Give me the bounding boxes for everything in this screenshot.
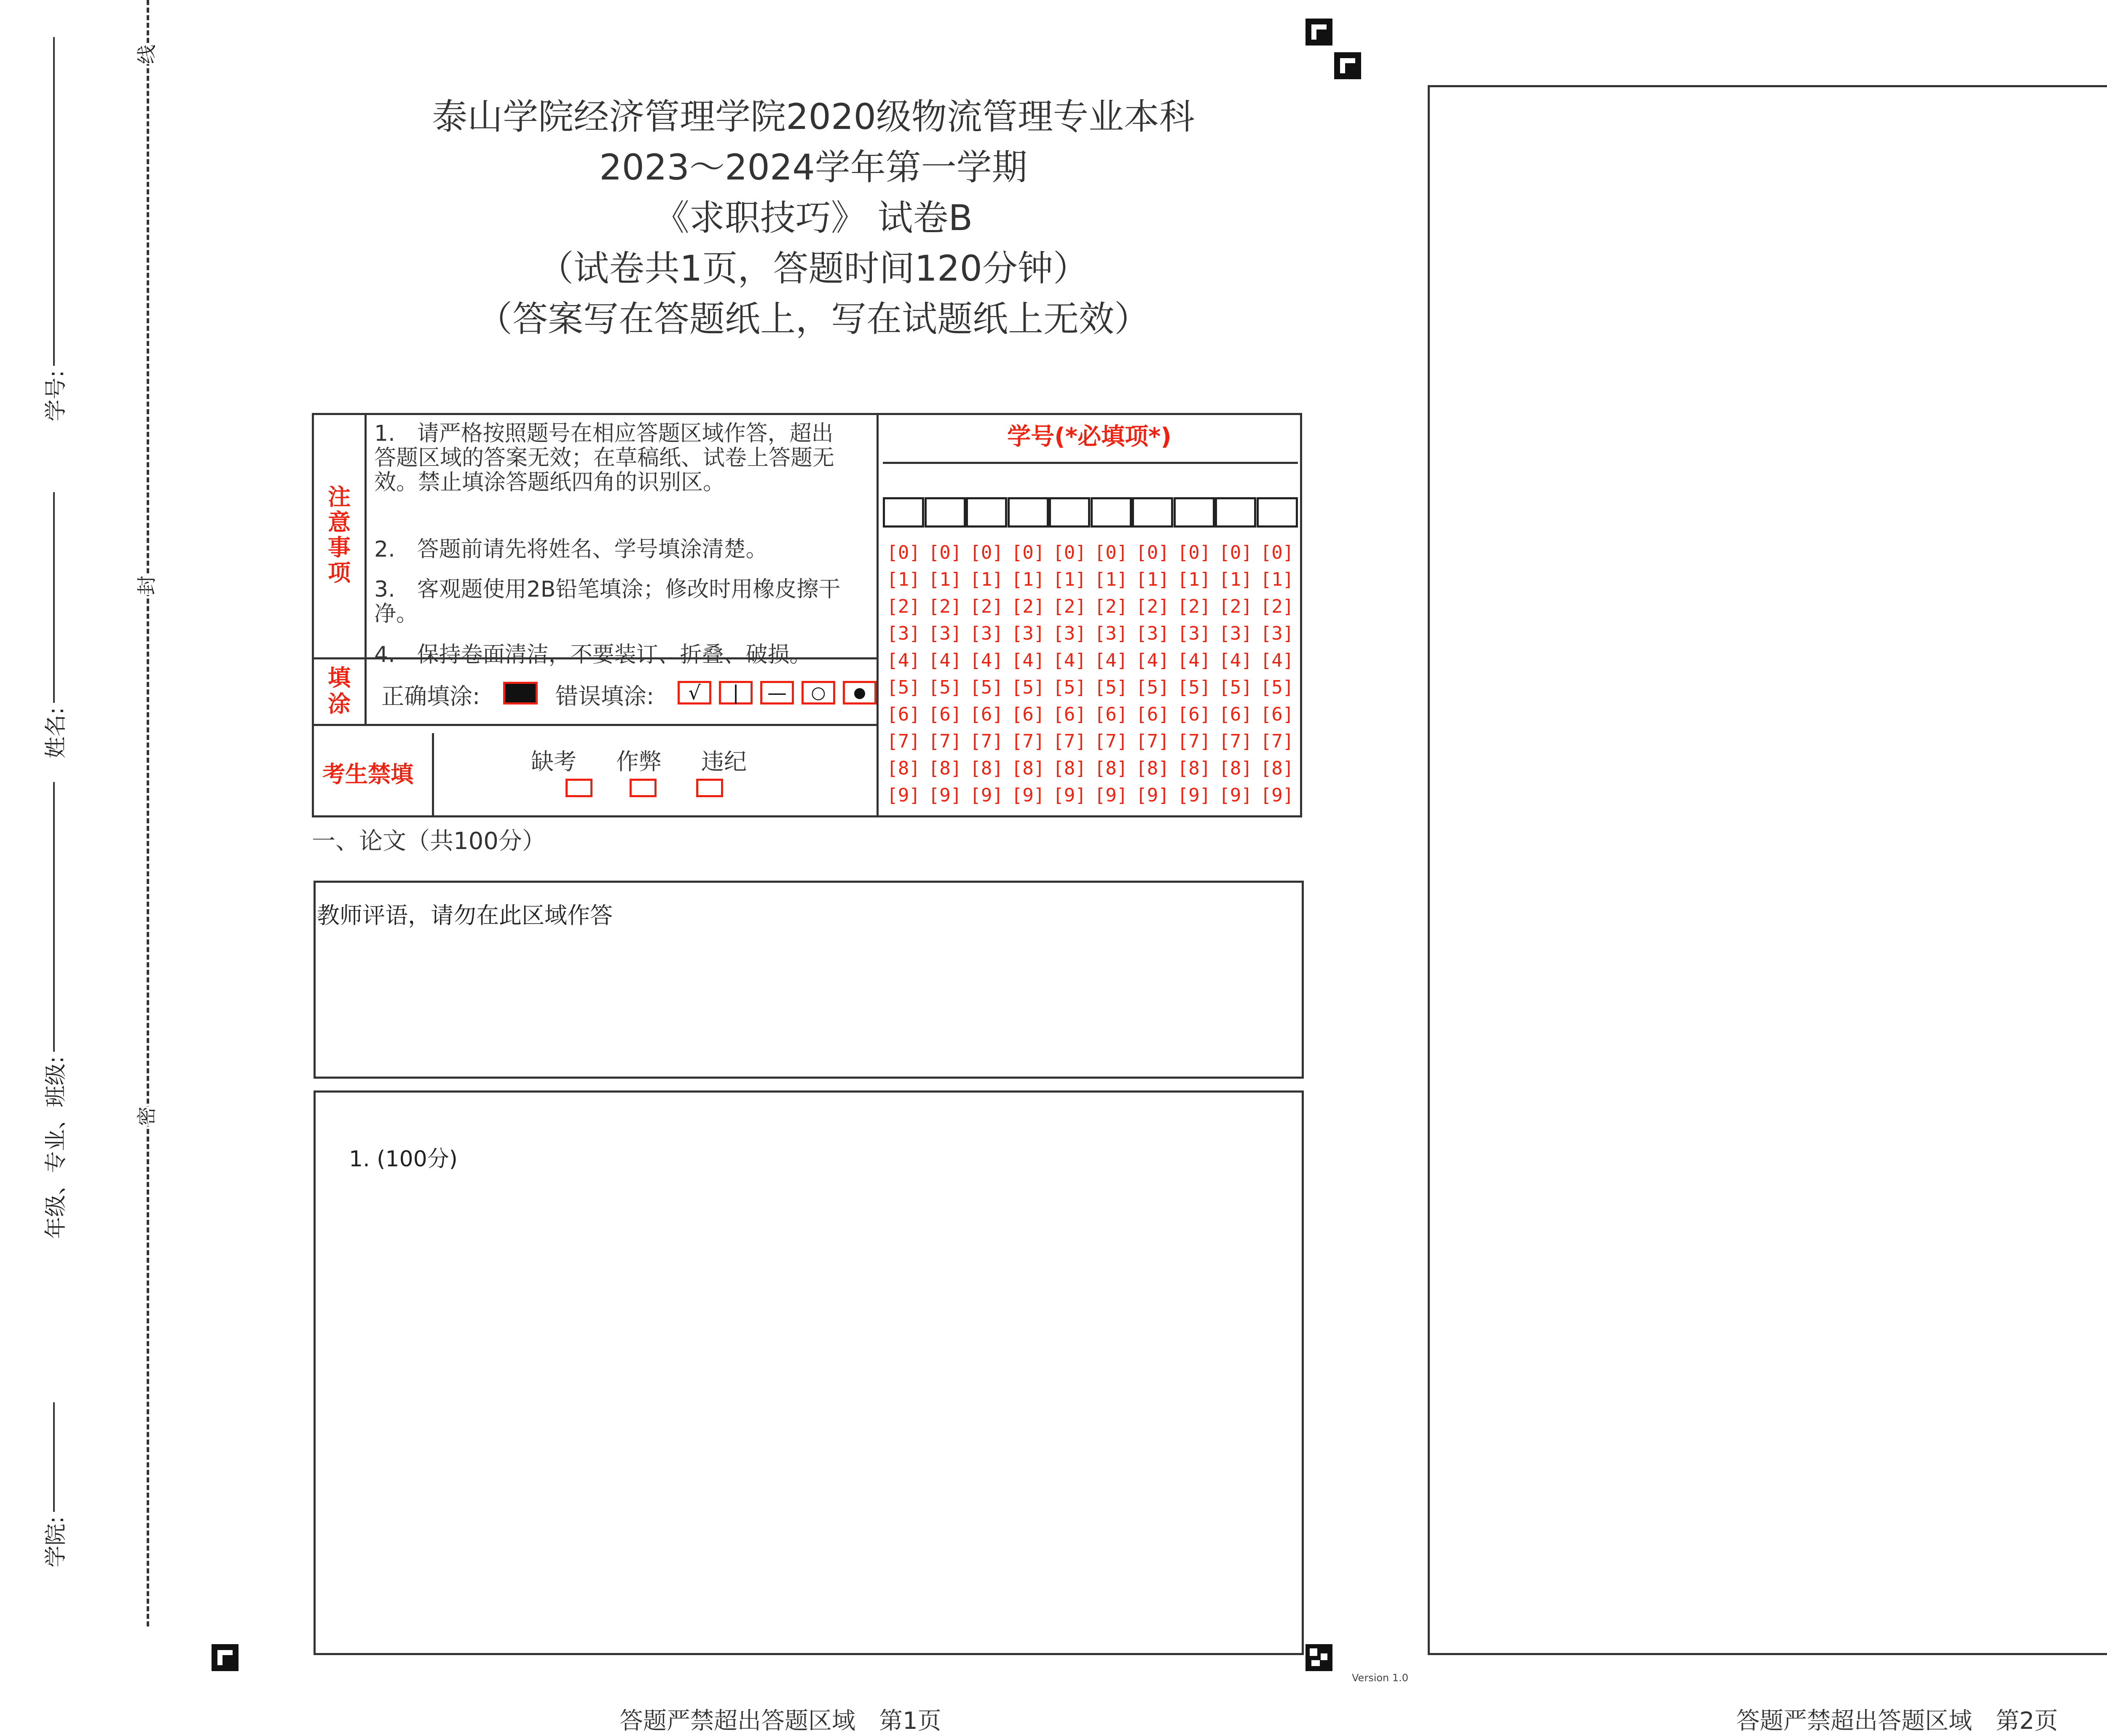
- correct-fill-sample: [503, 682, 538, 705]
- answer-area-q1[interactable]: [314, 1090, 1304, 1655]
- student-id-bubble[interactable]: [2]: [1136, 596, 1169, 617]
- cheating-checkbox[interactable]: [630, 779, 657, 797]
- student-id-bubble[interactable]: [7]: [1094, 731, 1128, 752]
- student-id-bubble[interactable]: [5]: [1260, 677, 1294, 698]
- student-id-bubble[interactable]: [2]: [887, 596, 920, 617]
- student-id-bubble[interactable]: [3]: [887, 623, 920, 644]
- student-id-bubble[interactable]: [2]: [1094, 596, 1128, 617]
- exam-title-line2: 2023～2024学年第一学期: [599, 147, 1027, 188]
- student-id-bubble[interactable]: [9]: [970, 785, 1003, 806]
- student-id-bubble[interactable]: [0]: [1260, 542, 1294, 563]
- notice-item-3: 3. 客观题使用2B铅笔填涂；修改时用橡皮擦干净。: [374, 577, 841, 627]
- wrong-mark-dash: —: [760, 681, 794, 705]
- student-id-bubble[interactable]: [7]: [1260, 731, 1294, 752]
- wrong-mark-bar: |: [719, 681, 753, 705]
- student-id-bubble[interactable]: [3]: [1219, 623, 1252, 644]
- student-id-bubble[interactable]: [1]: [1260, 569, 1294, 590]
- student-id-digit-box[interactable]: [1174, 497, 1215, 528]
- student-id-bubble[interactable]: [0]: [1136, 542, 1169, 563]
- student-id-bubble[interactable]: [1]: [928, 569, 962, 590]
- exam-title-line1: 泰山学院经济管理学院2020级物流管理专业本科: [432, 96, 1195, 137]
- teacher-comment-label: 教师评语，请勿在此区域作答: [317, 902, 613, 929]
- student-id-bubble[interactable]: [0]: [887, 542, 920, 563]
- student-id-bubble[interactable]: [2]: [1177, 596, 1211, 617]
- student-id-bubble[interactable]: [6]: [1177, 704, 1211, 725]
- student-id-bubble[interactable]: [7]: [887, 731, 920, 752]
- absent-label: 缺考: [531, 748, 576, 775]
- student-id-bubble[interactable]: [7]: [1136, 731, 1169, 752]
- student-id-bubble[interactable]: [7]: [970, 731, 1003, 752]
- student-id-bubble[interactable]: [2]: [928, 596, 962, 617]
- student-id-bubble[interactable]: [7]: [1053, 731, 1086, 752]
- fill-wrong-label: 错误填涂:: [555, 683, 654, 710]
- student-id-bubble[interactable]: [6]: [970, 704, 1003, 725]
- class-label: 年级、专业、班级:: [43, 1056, 69, 1239]
- wrong-mark-check: √: [678, 681, 711, 705]
- student-id-bubble[interactable]: [6]: [1053, 704, 1086, 725]
- corner-marker-bottom-left: [212, 1644, 239, 1671]
- student-id-bubble[interactable]: [4]: [1260, 650, 1294, 671]
- student-id-bubble[interactable]: [4]: [1053, 650, 1086, 671]
- violation-label: 违纪: [701, 748, 747, 775]
- student-id-bubble[interactable]: [5]: [1094, 677, 1128, 698]
- student-id-title-rule: [883, 462, 1298, 464]
- forbidden-divider: [432, 733, 434, 817]
- student-id-bubble[interactable]: [1]: [1011, 569, 1045, 590]
- student-id-bubble[interactable]: [4]: [1136, 650, 1169, 671]
- student-id-bubble[interactable]: [2]: [1260, 596, 1294, 617]
- student-id-bubble[interactable]: [8]: [1094, 758, 1128, 779]
- student-id-bubble[interactable]: [4]: [887, 650, 920, 671]
- student-id-line[interactable]: [53, 37, 55, 366]
- student-id-bubble[interactable]: [6]: [1094, 704, 1128, 725]
- class-field: [38, 782, 70, 1239]
- student-id-title: 学号(*必填项*): [1007, 423, 1171, 450]
- notice-item-4: 4. 保持卷面清洁，不要装订、折叠、破损。: [374, 643, 812, 667]
- student-id-bubble[interactable]: [9]: [928, 785, 962, 806]
- student-id-digit-box[interactable]: [883, 497, 924, 528]
- student-id-bubble[interactable]: [5]: [970, 677, 1003, 698]
- forbidden-label: 考生禁填: [322, 761, 413, 788]
- student-id-digit-box[interactable]: [1091, 497, 1132, 528]
- student-id-bubble[interactable]: [3]: [1136, 623, 1169, 644]
- student-id-bubble[interactable]: [2]: [1053, 596, 1086, 617]
- student-id-bubble[interactable]: [8]: [1260, 758, 1294, 779]
- student-id-bubble[interactable]: [2]: [1219, 596, 1252, 617]
- answer-area-page2[interactable]: [1428, 85, 2107, 1655]
- exam-title-line4: （试卷共1页，答题时间120分钟）: [538, 248, 1088, 289]
- student-id-bubble[interactable]: [2]: [1011, 596, 1045, 617]
- student-id-bubble[interactable]: [6]: [1219, 704, 1252, 725]
- corner-marker-bottom-mid: [1305, 1644, 1332, 1671]
- student-id-bubble[interactable]: [1]: [1136, 569, 1169, 590]
- wrong-fill-samples: [678, 681, 877, 705]
- student-id-bubble[interactable]: [6]: [1136, 704, 1169, 725]
- student-id-bubble[interactable]: [3]: [1011, 623, 1045, 644]
- student-id-field: [38, 37, 70, 421]
- student-id-bubble[interactable]: [1]: [1053, 569, 1086, 590]
- cut-char-secret: 密: [129, 1106, 162, 1126]
- student-id-bubble[interactable]: [5]: [1219, 677, 1252, 698]
- student-id-bubble[interactable]: [1]: [887, 569, 920, 590]
- exam-title-line5: （答案写在答题纸上，写在试题纸上无效）: [477, 298, 1150, 340]
- footer-page1: 答题严禁超出答题区域 第1页: [619, 1707, 941, 1735]
- college-line[interactable]: [53, 1402, 55, 1512]
- student-id-bubble[interactable]: [5]: [1053, 677, 1086, 698]
- college-field: [38, 1402, 70, 1567]
- student-id-bubble[interactable]: [0]: [1053, 542, 1086, 563]
- cut-char-seal: 封: [129, 576, 162, 595]
- student-id-bubble[interactable]: [8]: [1219, 758, 1252, 779]
- student-id-bubble[interactable]: [0]: [928, 542, 962, 563]
- student-id-bubble[interactable]: [9]: [1011, 785, 1045, 806]
- student-id-bubble[interactable]: [5]: [887, 677, 920, 698]
- student-id-bubble[interactable]: [3]: [1177, 623, 1211, 644]
- student-id-label: 学号:: [43, 370, 69, 421]
- exam-title-line3: 《求职技巧》 试卷B: [654, 197, 973, 238]
- student-id-bubble[interactable]: [6]: [928, 704, 962, 725]
- name-line[interactable]: [53, 492, 55, 703]
- student-id-bubble[interactable]: [6]: [887, 704, 920, 725]
- notice-label: 注意事项: [328, 484, 351, 586]
- student-id-bubble[interactable]: [8]: [1136, 758, 1169, 779]
- fill-label: 填涂: [328, 664, 351, 717]
- student-id-digit-box[interactable]: [966, 497, 1007, 528]
- student-id-bubble[interactable]: [4]: [1219, 650, 1252, 671]
- student-id-bubble[interactable]: [0]: [1094, 542, 1128, 563]
- student-id-bubble[interactable]: [0]: [970, 542, 1003, 563]
- student-id-bubble[interactable]: [5]: [1011, 677, 1045, 698]
- notice-item-1: 1. 请严格按照题号在相应答题区域作答，超出答题区域的答案无效；在草稿纸、试卷上答题无效。禁止填涂答题纸四角的识别区。: [374, 421, 835, 495]
- corner-marker-top-small: [1334, 52, 1361, 79]
- student-id-bubble[interactable]: [9]: [1136, 785, 1169, 806]
- college-label: 学院:: [43, 1516, 69, 1567]
- student-id-bubble[interactable]: [9]: [1219, 785, 1252, 806]
- student-id-bubble[interactable]: [8]: [1011, 758, 1045, 779]
- absent-checkbox[interactable]: [566, 779, 592, 797]
- cut-char-line: 线: [129, 45, 162, 64]
- student-id-bubble[interactable]: [9]: [1177, 785, 1211, 806]
- student-id-bubble[interactable]: [1]: [1219, 569, 1252, 590]
- student-id-bubble[interactable]: [1]: [1177, 569, 1211, 590]
- student-id-bubble[interactable]: [9]: [887, 785, 920, 806]
- student-id-digit-box[interactable]: [1049, 497, 1090, 528]
- student-id-bubble[interactable]: [0]: [1177, 542, 1211, 563]
- student-id-bubble[interactable]: [2]: [970, 596, 1003, 617]
- student-id-bubble[interactable]: [4]: [1094, 650, 1128, 671]
- student-id-bubble[interactable]: [3]: [970, 623, 1003, 644]
- fill-separator: [312, 724, 879, 726]
- student-id-bubble[interactable]: [4]: [1177, 650, 1211, 671]
- student-id-bubble[interactable]: [7]: [1177, 731, 1211, 752]
- student-id-bubble[interactable]: [3]: [1260, 623, 1294, 644]
- student-id-bubble[interactable]: [5]: [1177, 677, 1211, 698]
- student-id-digit-box[interactable]: [1132, 497, 1173, 528]
- student-id-bubble[interactable]: [8]: [928, 758, 962, 779]
- student-id-bubble[interactable]: [4]: [970, 650, 1003, 671]
- student-id-digit-box[interactable]: [1008, 497, 1049, 528]
- student-id-bubble[interactable]: [9]: [1094, 785, 1128, 806]
- student-id-bubble[interactable]: [7]: [1011, 731, 1045, 752]
- student-id-bubble[interactable]: [9]: [1053, 785, 1086, 806]
- label-col-divider: [365, 413, 367, 725]
- corner-marker-top: [1305, 19, 1332, 46]
- student-id-bubble[interactable]: [4]: [1011, 650, 1045, 671]
- student-id-bubble[interactable]: [5]: [928, 677, 962, 698]
- wrong-mark-dot: ●: [843, 681, 877, 705]
- student-id-bubble[interactable]: [5]: [1136, 677, 1169, 698]
- student-id-bubble[interactable]: [0]: [1219, 542, 1252, 563]
- student-id-bubble[interactable]: [9]: [1260, 785, 1294, 806]
- student-id-bubble[interactable]: [3]: [928, 623, 962, 644]
- student-id-bubble[interactable]: [6]: [1260, 704, 1294, 725]
- footer-page2: 答题严禁超出答题区域 第2页: [1736, 1707, 2058, 1735]
- name-label: 姓名:: [43, 707, 69, 758]
- fill-correct-label: 正确填涂:: [381, 683, 480, 710]
- question-1-label: 1. (100分): [349, 1147, 458, 1172]
- name-field: [38, 492, 70, 758]
- notice-item-2: 2. 答题前请先将姓名、学号填涂清楚。: [374, 537, 768, 562]
- student-id-bubble[interactable]: [8]: [970, 758, 1003, 779]
- wrong-mark-circle: ○: [802, 681, 835, 705]
- cheating-label: 作弊: [616, 748, 662, 775]
- student-id-digit-box[interactable]: [1257, 497, 1298, 528]
- student-id-bubble[interactable]: [3]: [1053, 623, 1086, 644]
- student-id-digit-box[interactable]: [1215, 497, 1256, 528]
- student-id-bubble[interactable]: [7]: [1219, 731, 1252, 752]
- info-table-divider: [877, 413, 879, 817]
- class-line[interactable]: [53, 782, 55, 1052]
- student-id-bubble[interactable]: [7]: [928, 731, 962, 752]
- student-id-bubble[interactable]: [8]: [1053, 758, 1086, 779]
- student-id-bubble[interactable]: [4]: [928, 650, 962, 671]
- student-id-bubble[interactable]: [3]: [1094, 623, 1128, 644]
- student-id-bubble[interactable]: [6]: [1011, 704, 1045, 725]
- student-id-digit-box[interactable]: [925, 497, 966, 528]
- binding-cut-line: [147, 0, 149, 1626]
- version-label: Version 1.0: [1352, 1672, 1409, 1684]
- student-id-bubble[interactable]: [8]: [1177, 758, 1211, 779]
- student-id-bubble[interactable]: [1]: [1094, 569, 1128, 590]
- section-heading: 一、论文（共100分）: [312, 828, 546, 855]
- violation-checkbox[interactable]: [696, 779, 723, 797]
- student-id-bubble[interactable]: [8]: [887, 758, 920, 779]
- student-id-bubble[interactable]: [0]: [1011, 542, 1045, 563]
- student-id-bubble[interactable]: [1]: [970, 569, 1003, 590]
